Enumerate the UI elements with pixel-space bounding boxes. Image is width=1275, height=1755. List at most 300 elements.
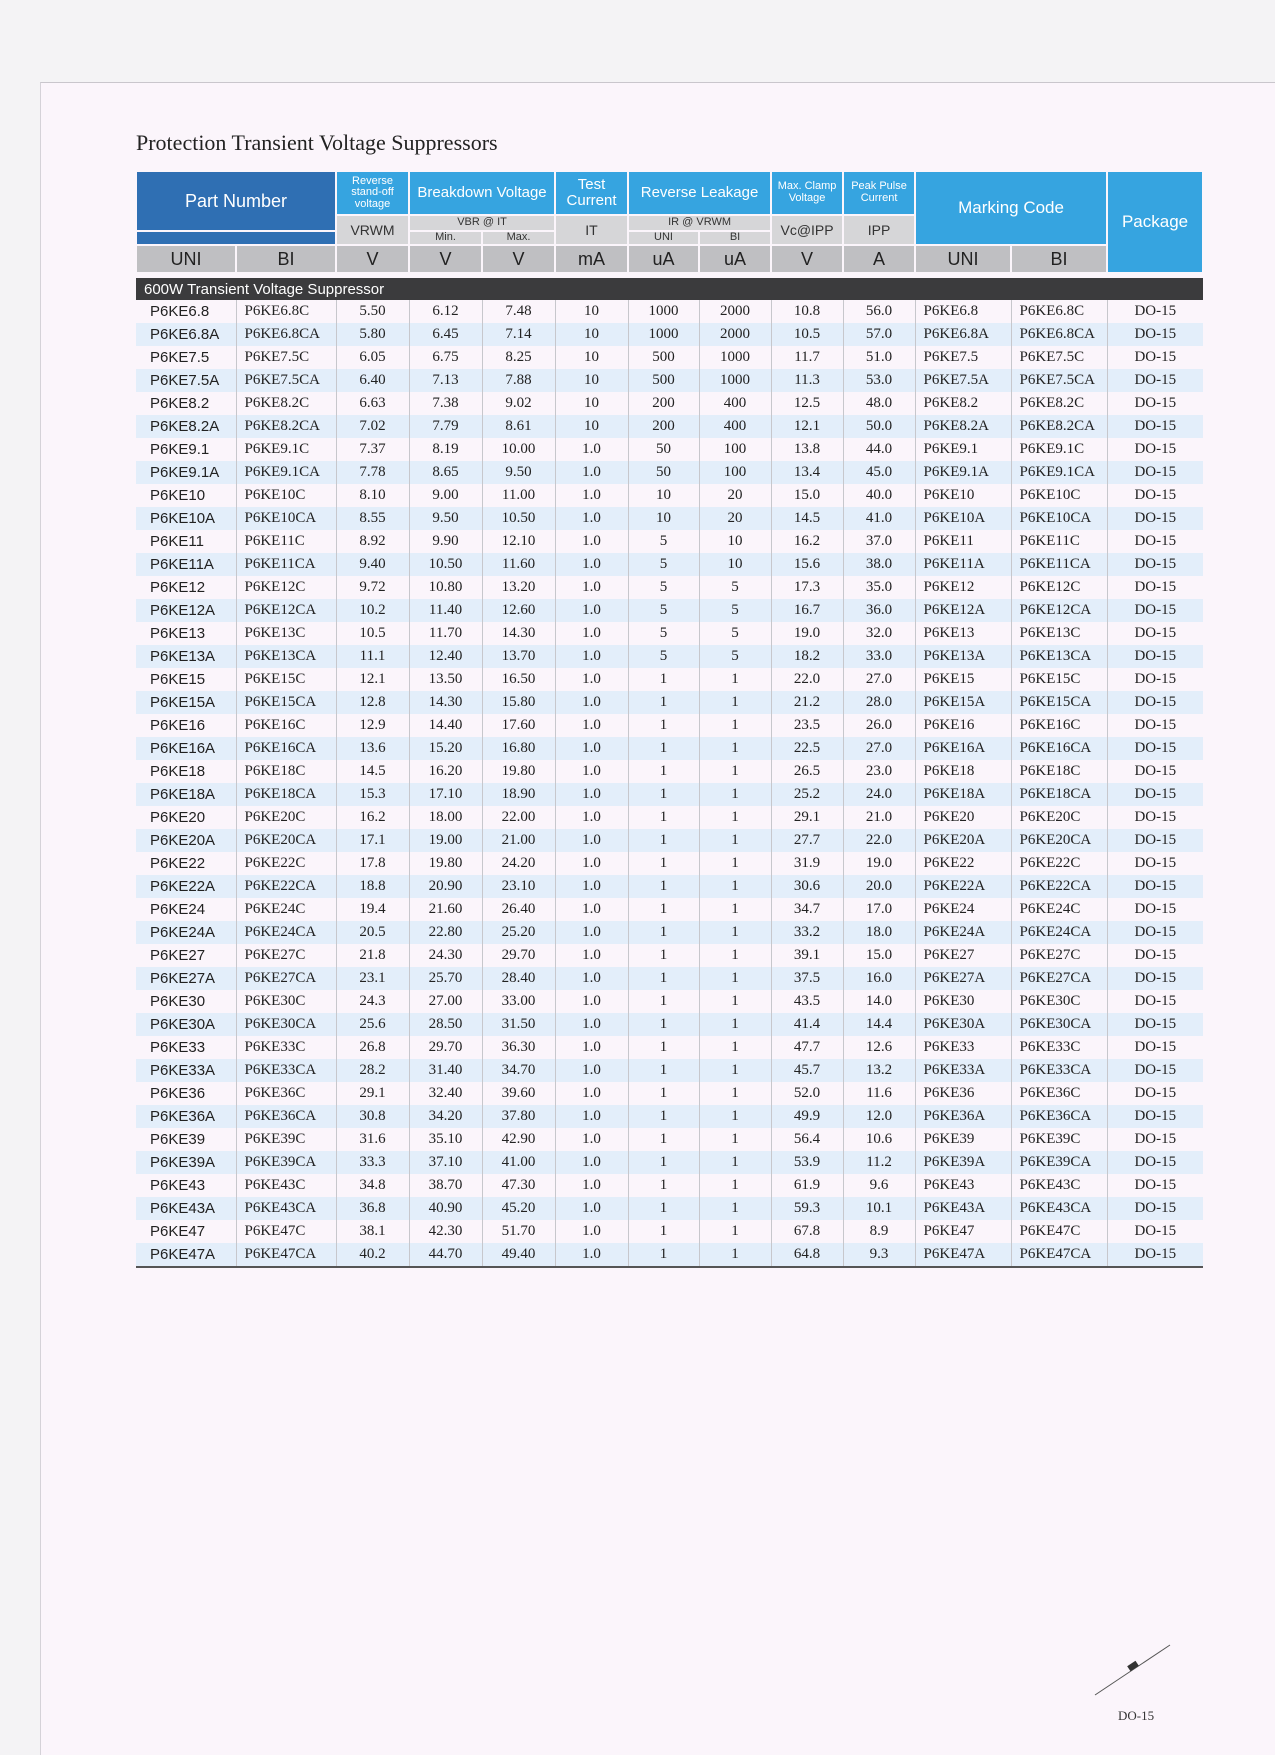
table-cell: DO-15 — [1107, 714, 1203, 737]
table-cell: 18.0 — [843, 921, 915, 944]
table-cell: 1.0 — [555, 507, 628, 530]
table-cell: 50.0 — [843, 415, 915, 438]
table-cell: 15.6 — [771, 553, 843, 576]
table-row — [136, 1036, 1203, 1059]
table-cell: 44.70 — [409, 1243, 482, 1267]
table-cell: P6KE11C — [236, 530, 336, 553]
table-cell: DO-15 — [1107, 1220, 1203, 1243]
table-cell: P6KE12CA — [1011, 599, 1107, 622]
table-cell: 5 — [628, 530, 699, 553]
table-cell: 9.90 — [409, 530, 482, 553]
table-row — [136, 760, 1203, 783]
table-cell: 8.19 — [409, 438, 482, 461]
table-cell: 7.02 — [336, 415, 409, 438]
table-cell: 1 — [628, 921, 699, 944]
table-cell: 7.78 — [336, 461, 409, 484]
table-cell: 41.00 — [482, 1151, 555, 1174]
table-cell: P6KE24CA — [236, 921, 336, 944]
table-cell: 19.80 — [409, 852, 482, 875]
table-cell: P6KE24 — [915, 898, 1011, 921]
table-cell: 39.60 — [482, 1082, 555, 1105]
table-cell: 1 — [628, 829, 699, 852]
table-cell: P6KE27A — [915, 967, 1011, 990]
table-cell: 10.8 — [771, 300, 843, 323]
table-cell: P6KE20CA — [1011, 829, 1107, 852]
table-cell: P6KE13A — [136, 645, 236, 668]
table-cell: DO-15 — [1107, 875, 1203, 898]
table-row — [136, 967, 1203, 990]
table-cell: 1 — [628, 1243, 699, 1267]
table-cell: P6KE24C — [236, 898, 336, 921]
table-cell: 41.0 — [843, 507, 915, 530]
table-cell: 31.6 — [336, 1128, 409, 1151]
table-cell: P6KE7.5CA — [236, 369, 336, 392]
table-cell: 10 — [555, 369, 628, 392]
table-cell: P6KE47A — [136, 1243, 236, 1267]
table-cell: 1.0 — [555, 530, 628, 553]
table-cell: 1.0 — [555, 1082, 628, 1105]
table-cell: 13.6 — [336, 737, 409, 760]
unit-a: A — [843, 245, 915, 275]
table-cell: 49.9 — [771, 1105, 843, 1128]
table-cell: 8.10 — [336, 484, 409, 507]
table-cell: 6.40 — [336, 369, 409, 392]
table-cell: 1 — [699, 714, 771, 737]
table-row — [136, 346, 1203, 369]
table-cell: 1 — [628, 1013, 699, 1036]
table-cell: P6KE6.8CA — [1011, 323, 1107, 346]
table-cell: 7.13 — [409, 369, 482, 392]
table-cell: 14.5 — [771, 507, 843, 530]
table-cell: DO-15 — [1107, 921, 1203, 944]
table-cell: P6KE7.5 — [136, 346, 236, 369]
table-cell: 33.2 — [771, 921, 843, 944]
table-cell: P6KE8.2CA — [236, 415, 336, 438]
table-cell: 12.1 — [336, 668, 409, 691]
table-cell: DO-15 — [1107, 576, 1203, 599]
table-cell: DO-15 — [1107, 691, 1203, 714]
clamp-symbol: Vc@IPP — [771, 215, 843, 245]
table-row — [136, 461, 1203, 484]
table-cell: 48.0 — [843, 392, 915, 415]
table-cell: 10 — [628, 484, 699, 507]
table-cell: 17.8 — [336, 852, 409, 875]
table-cell: P6KE30 — [136, 990, 236, 1013]
table-cell: P6KE47C — [1011, 1220, 1107, 1243]
table-cell: 16.7 — [771, 599, 843, 622]
table-cell: 9.40 — [336, 553, 409, 576]
table-cell: 40.90 — [409, 1197, 482, 1220]
table-cell: P6KE22 — [136, 852, 236, 875]
table-cell: 1 — [699, 990, 771, 1013]
table-cell: 24.0 — [843, 783, 915, 806]
breakdown-symbol: VBR @ IT — [409, 215, 555, 231]
pulse-symbol: IPP — [843, 215, 915, 245]
table-cell: 1 — [699, 1151, 771, 1174]
table-cell: P6KE43A — [136, 1197, 236, 1220]
table-cell: P6KE13C — [236, 622, 336, 645]
table-cell: DO-15 — [1107, 1105, 1203, 1128]
table-cell: 1 — [628, 1197, 699, 1220]
table-cell: 36.30 — [482, 1036, 555, 1059]
table-cell: P6KE47CA — [1011, 1243, 1107, 1267]
table-row — [136, 875, 1203, 898]
table-cell: P6KE6.8A — [915, 323, 1011, 346]
table-cell: 8.61 — [482, 415, 555, 438]
table-cell: DO-15 — [1107, 1059, 1203, 1082]
table-cell: 1 — [628, 1036, 699, 1059]
table-cell: 37.80 — [482, 1105, 555, 1128]
table-cell: 14.30 — [409, 691, 482, 714]
table-cell: 47.7 — [771, 1036, 843, 1059]
table-cell: 31.9 — [771, 852, 843, 875]
table-cell: 18.8 — [336, 875, 409, 898]
table-row — [136, 369, 1203, 392]
table-cell: 1 — [699, 898, 771, 921]
table-cell: P6KE6.8C — [1011, 300, 1107, 323]
table-cell: 1 — [628, 990, 699, 1013]
table-cell: P6KE43 — [915, 1174, 1011, 1197]
table-row — [136, 415, 1203, 438]
table-cell: 30.8 — [336, 1105, 409, 1128]
table-cell: P6KE7.5A — [915, 369, 1011, 392]
table-cell: 5 — [628, 576, 699, 599]
table-cell: P6KE10A — [915, 507, 1011, 530]
table-row — [136, 829, 1203, 852]
table-cell: 13.4 — [771, 461, 843, 484]
table-cell: 53.9 — [771, 1151, 843, 1174]
table-cell: P6KE13C — [1011, 622, 1107, 645]
table-cell: DO-15 — [1107, 323, 1203, 346]
table-cell: 19.0 — [843, 852, 915, 875]
table-cell: 41.4 — [771, 1013, 843, 1036]
table-cell: P6KE47CA — [236, 1243, 336, 1267]
table-cell: 12.5 — [771, 392, 843, 415]
table-cell: 9.50 — [409, 507, 482, 530]
table-cell: P6KE6.8CA — [236, 323, 336, 346]
table-row — [136, 921, 1203, 944]
table-cell: 1000 — [628, 300, 699, 323]
table-cell: 10 — [699, 553, 771, 576]
table-cell: 20.0 — [843, 875, 915, 898]
table-cell: 1.0 — [555, 622, 628, 645]
table-row — [136, 1013, 1203, 1036]
table-cell: 7.14 — [482, 323, 555, 346]
table-cell: 23.10 — [482, 875, 555, 898]
table-cell: P6KE27 — [915, 944, 1011, 967]
table-cell: P6KE9.1CA — [236, 461, 336, 484]
table-cell: 1 — [699, 783, 771, 806]
table-cell: 1 — [628, 806, 699, 829]
table-cell: P6KE18C — [236, 760, 336, 783]
leakage-header: Reverse Leakage — [628, 171, 771, 215]
table-cell: 49.40 — [482, 1243, 555, 1267]
table-cell: 400 — [699, 415, 771, 438]
table-cell: 32.0 — [843, 622, 915, 645]
marking-bi-header: BI — [1011, 245, 1107, 275]
table-cell: 10.6 — [843, 1128, 915, 1151]
table-cell: 21.0 — [843, 806, 915, 829]
table-cell: P6KE16 — [915, 714, 1011, 737]
table-cell: 25.2 — [771, 783, 843, 806]
table-cell: 1.0 — [555, 1220, 628, 1243]
table-cell: 1 — [628, 898, 699, 921]
table-cell: 50 — [628, 461, 699, 484]
table-cell: 1.0 — [555, 921, 628, 944]
table-cell: 40.2 — [336, 1243, 409, 1267]
table-cell: DO-15 — [1107, 1197, 1203, 1220]
table-cell: 200 — [628, 392, 699, 415]
table-cell: DO-15 — [1107, 484, 1203, 507]
table-cell: P6KE22C — [236, 852, 336, 875]
table-cell: DO-15 — [1107, 944, 1203, 967]
bi-header: BI — [236, 245, 336, 275]
table-cell: 1 — [628, 944, 699, 967]
table-cell: 36.8 — [336, 1197, 409, 1220]
table-cell: 37.0 — [843, 530, 915, 553]
table-row — [136, 1220, 1203, 1243]
table-cell: 2000 — [699, 323, 771, 346]
table-cell: P6KE39C — [1011, 1128, 1107, 1151]
table-cell: 1 — [628, 1220, 699, 1243]
table-cell: 38.1 — [336, 1220, 409, 1243]
table-cell: P6KE16CA — [1011, 737, 1107, 760]
table-cell: 67.8 — [771, 1220, 843, 1243]
table-cell: P6KE30A — [915, 1013, 1011, 1036]
table-cell: P6KE12CA — [236, 599, 336, 622]
table-cell: P6KE9.1CA — [1011, 461, 1107, 484]
table-cell: 9.72 — [336, 576, 409, 599]
table-cell: P6KE11A — [136, 553, 236, 576]
table-cell: 12.60 — [482, 599, 555, 622]
table-cell: 15.3 — [336, 783, 409, 806]
table-cell: P6KE30CA — [1011, 1013, 1107, 1036]
table-cell: P6KE47 — [915, 1220, 1011, 1243]
table-cell: 1.0 — [555, 990, 628, 1013]
table-cell: 1.0 — [555, 898, 628, 921]
table-cell: 5 — [699, 576, 771, 599]
table-cell: P6KE15A — [915, 691, 1011, 714]
table-cell: DO-15 — [1107, 300, 1203, 323]
table-cell: DO-15 — [1107, 415, 1203, 438]
table-cell: 7.48 — [482, 300, 555, 323]
table-cell: P6KE47A — [915, 1243, 1011, 1267]
table-cell: P6KE33CA — [1011, 1059, 1107, 1082]
table-cell: 56.0 — [843, 300, 915, 323]
table-cell: 25.6 — [336, 1013, 409, 1036]
table-cell: 28.40 — [482, 967, 555, 990]
table-cell: 44.0 — [843, 438, 915, 461]
standoff-symbol: VRWM — [336, 215, 409, 245]
table-cell: 1 — [699, 1220, 771, 1243]
table-cell: 20.90 — [409, 875, 482, 898]
table-cell: P6KE8.2CA — [1011, 415, 1107, 438]
table-cell: P6KE10 — [136, 484, 236, 507]
table-cell: 23.0 — [843, 760, 915, 783]
table-cell: P6KE22CA — [236, 875, 336, 898]
table-cell: 19.00 — [409, 829, 482, 852]
table-cell: P6KE9.1A — [136, 461, 236, 484]
table-cell: 1.0 — [555, 484, 628, 507]
table-cell: 13.20 — [482, 576, 555, 599]
table-cell: 52.0 — [771, 1082, 843, 1105]
table-cell: P6KE43C — [1011, 1174, 1107, 1197]
table-cell: 26.8 — [336, 1036, 409, 1059]
table-cell: P6KE16C — [1011, 714, 1107, 737]
table-cell: 42.30 — [409, 1220, 482, 1243]
table-cell: 28.2 — [336, 1059, 409, 1082]
table-cell: 9.02 — [482, 392, 555, 415]
clamp-header: Max. Clamp Voltage — [771, 171, 843, 215]
table-cell: 14.40 — [409, 714, 482, 737]
table-cell: 13.2 — [843, 1059, 915, 1082]
table-cell: P6KE7.5A — [136, 369, 236, 392]
table-cell: 1.0 — [555, 438, 628, 461]
table-cell: P6KE12A — [915, 599, 1011, 622]
table-cell: 1.0 — [555, 553, 628, 576]
table-cell: P6KE8.2C — [236, 392, 336, 415]
table-cell: 45.7 — [771, 1059, 843, 1082]
table-row — [136, 1243, 1203, 1267]
table-cell: P6KE16A — [915, 737, 1011, 760]
table-cell: 5 — [628, 599, 699, 622]
table-row — [136, 944, 1203, 967]
table-cell: P6KE10A — [136, 507, 236, 530]
table-cell: 30.6 — [771, 875, 843, 898]
table-cell: 24.20 — [482, 852, 555, 875]
leakage-bi-header: BI — [699, 231, 771, 245]
table-cell: 7.38 — [409, 392, 482, 415]
table-cell: 10.2 — [336, 599, 409, 622]
table-cell: P6KE30 — [915, 990, 1011, 1013]
table-cell: 34.8 — [336, 1174, 409, 1197]
table-row — [136, 576, 1203, 599]
table-cell: 21.2 — [771, 691, 843, 714]
table-cell: 37.5 — [771, 967, 843, 990]
table-cell: P6KE36CA — [1011, 1105, 1107, 1128]
table-cell: P6KE33C — [236, 1036, 336, 1059]
table-cell: 57.0 — [843, 323, 915, 346]
table-cell: 25.70 — [409, 967, 482, 990]
table-cell: P6KE33CA — [236, 1059, 336, 1082]
table-cell: 11.7 — [771, 346, 843, 369]
table-cell: P6KE11 — [915, 530, 1011, 553]
table-cell: P6KE13CA — [1011, 645, 1107, 668]
table-cell: 61.9 — [771, 1174, 843, 1197]
table-row — [136, 645, 1203, 668]
table-cell: 50 — [628, 438, 699, 461]
table-cell: P6KE27A — [136, 967, 236, 990]
max-header: Max. — [482, 231, 555, 245]
table-cell: P6KE18A — [915, 783, 1011, 806]
table-cell: P6KE43CA — [1011, 1197, 1107, 1220]
table-cell: 1.0 — [555, 1105, 628, 1128]
table-cell: 12.8 — [336, 691, 409, 714]
table-cell: P6KE10CA — [1011, 507, 1107, 530]
table-cell: 33.00 — [482, 990, 555, 1013]
table-cell: 1 — [628, 852, 699, 875]
table-cell: 1 — [628, 737, 699, 760]
table-cell: P6KE15 — [136, 668, 236, 691]
table-cell: 1 — [628, 691, 699, 714]
table-cell: 5 — [699, 645, 771, 668]
table-cell: 22.5 — [771, 737, 843, 760]
table-cell: P6KE7.5 — [915, 346, 1011, 369]
table-cell: 22.00 — [482, 806, 555, 829]
table-cell: 1 — [699, 852, 771, 875]
table-cell: 7.37 — [336, 438, 409, 461]
table-cell: 1 — [699, 737, 771, 760]
table-cell: 23.5 — [771, 714, 843, 737]
table-cell: 16.0 — [843, 967, 915, 990]
table-cell: P6KE33A — [136, 1059, 236, 1082]
table-row — [136, 1197, 1203, 1220]
table-cell: P6KE27C — [236, 944, 336, 967]
table-cell: P6KE11CA — [236, 553, 336, 576]
table-cell: P6KE36CA — [236, 1105, 336, 1128]
table-cell: P6KE24CA — [1011, 921, 1107, 944]
table-cell: 1.0 — [555, 1151, 628, 1174]
table-cell: 13.70 — [482, 645, 555, 668]
table-cell: 29.70 — [409, 1036, 482, 1059]
table-cell: P6KE7.5CA — [1011, 369, 1107, 392]
table-cell: P6KE30A — [136, 1013, 236, 1036]
table-cell: 10 — [555, 323, 628, 346]
table-cell: P6KE11CA — [1011, 553, 1107, 576]
table-cell: 5.80 — [336, 323, 409, 346]
table-cell: 31.50 — [482, 1013, 555, 1036]
table-cell: DO-15 — [1107, 829, 1203, 852]
table-cell: 14.30 — [482, 622, 555, 645]
table-cell: P6KE11A — [915, 553, 1011, 576]
table-cell: P6KE27CA — [236, 967, 336, 990]
table-cell: P6KE18CA — [1011, 783, 1107, 806]
table-cell: DO-15 — [1107, 507, 1203, 530]
table-cell: 45.0 — [843, 461, 915, 484]
table-cell: 1.0 — [555, 461, 628, 484]
table-cell: 1.0 — [555, 691, 628, 714]
table-cell: 1.0 — [555, 1243, 628, 1267]
table-cell: P6KE22C — [1011, 852, 1107, 875]
table-cell: 13.8 — [771, 438, 843, 461]
table-cell: P6KE15A — [136, 691, 236, 714]
table-cell: 26.40 — [482, 898, 555, 921]
table-cell: P6KE22A — [915, 875, 1011, 898]
table-cell: 32.40 — [409, 1082, 482, 1105]
table-cell: DO-15 — [1107, 990, 1203, 1013]
table-cell: DO-15 — [1107, 1243, 1203, 1267]
table-cell: 10 — [699, 530, 771, 553]
table-row — [136, 300, 1203, 323]
table-cell: 7.88 — [482, 369, 555, 392]
table-cell: 16.2 — [336, 806, 409, 829]
table-cell: 20.5 — [336, 921, 409, 944]
table-row — [136, 668, 1203, 691]
table-cell: 1.0 — [555, 760, 628, 783]
table-cell: DO-15 — [1107, 668, 1203, 691]
table-cell: DO-15 — [1107, 392, 1203, 415]
table-cell: P6KE18CA — [236, 783, 336, 806]
table-cell: 2000 — [699, 300, 771, 323]
table-cell: 34.20 — [409, 1105, 482, 1128]
table-cell: P6KE27CA — [1011, 967, 1107, 990]
table-cell: P6KE20C — [236, 806, 336, 829]
table-cell: 1 — [699, 1197, 771, 1220]
table-cell: 28.0 — [843, 691, 915, 714]
uni-header: UNI — [136, 245, 236, 275]
table-cell: 1 — [699, 1128, 771, 1151]
table-cell: 1.0 — [555, 852, 628, 875]
